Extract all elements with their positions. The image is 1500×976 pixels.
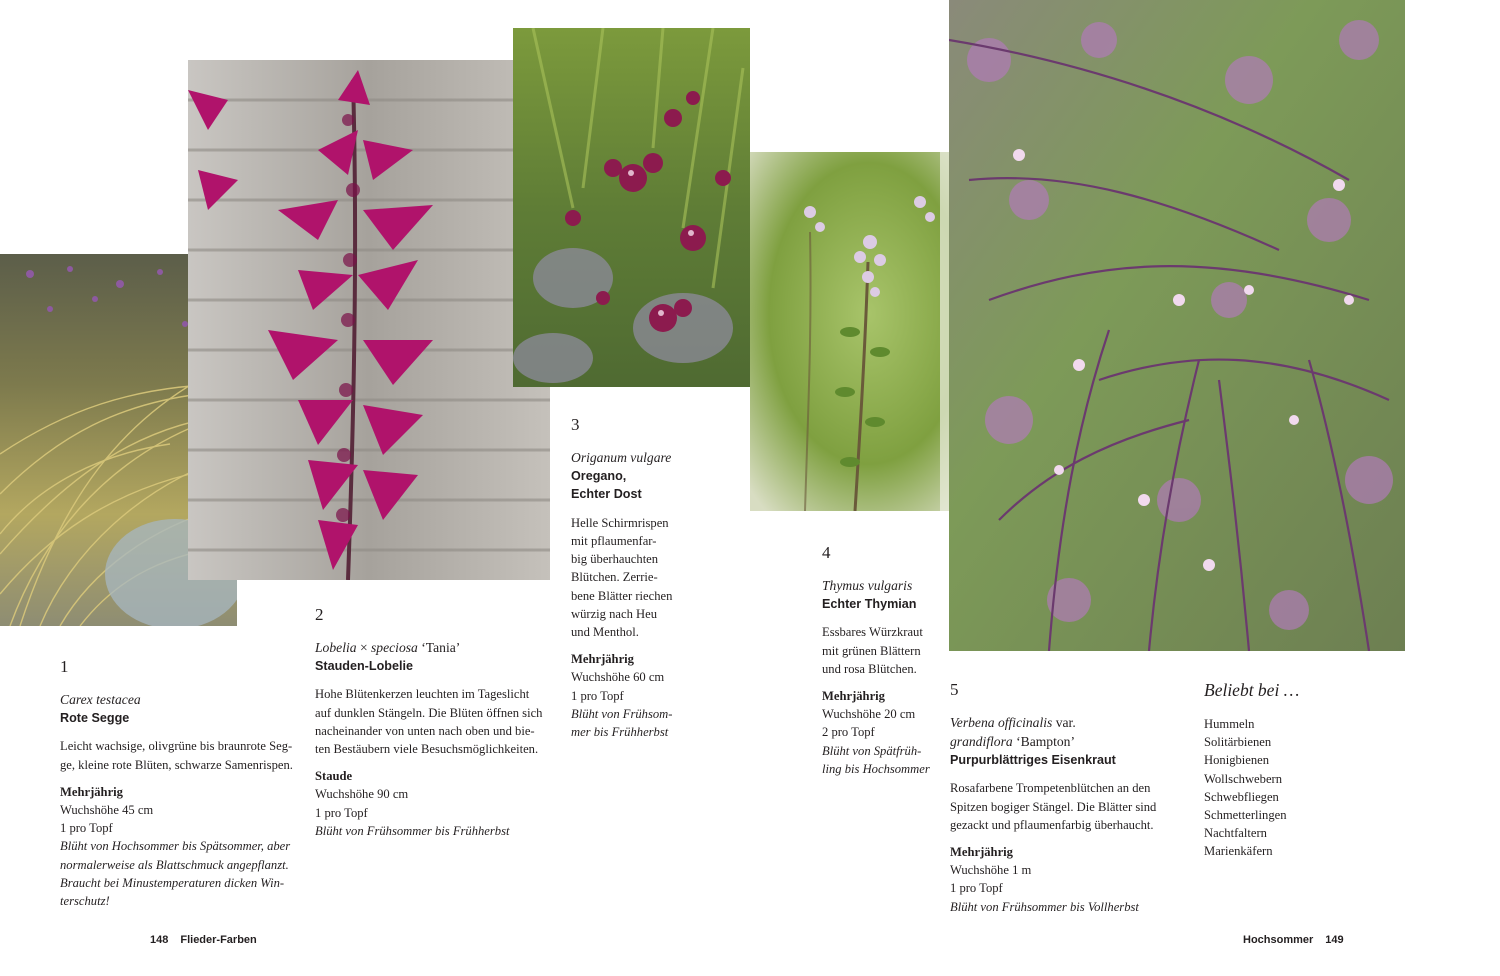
pollinator-item: Marienkäfern (1204, 844, 1273, 859)
common-name: Oregano, Echter Dost (571, 469, 642, 502)
common-name: Rote Segge (60, 711, 130, 725)
lobelia-photo (188, 60, 550, 580)
description: Leicht wachsige, olivgrüne bis braunrote Seg- ge, kleine rote Blüten, schwarze Samenrispen. (60, 739, 293, 772)
common-name: Purpurblättriges Eisenkraut (950, 753, 1116, 767)
entry-oregano (571, 414, 731, 741)
lifespan-label: Mehrjährig (950, 845, 1013, 860)
lifespan-label: Mehrjährig (571, 652, 634, 667)
pollinator-item: Hummeln (1204, 717, 1255, 731)
height-info: Wuchshöhe 20 cm (822, 707, 916, 722)
description: Rosafarbene Trompetenblütchen an den Spitzen bogiger Stängel. Die Blätter sind gezackt und pflaumenfarbig überhaucht. (950, 781, 1157, 832)
lifespan-label: Mehrjährig (822, 689, 885, 704)
pollinator-list (1204, 678, 1384, 861)
entry-verbena (950, 679, 1180, 916)
height-info: Wuchshöhe 1 m (950, 863, 1032, 878)
page-number-left: 148 (150, 934, 169, 946)
pot-info: 1 pro Topf (60, 821, 113, 836)
verbena-photo (949, 0, 1405, 651)
pollinator-item: Nachtfaltern (1204, 826, 1267, 841)
pot-info: 1 pro Topf (950, 881, 1003, 896)
pot-info: 1 pro Topf (571, 688, 624, 703)
pollinator-item: Honigbienen (1204, 753, 1270, 768)
entry-thymian (822, 542, 942, 778)
entry-carex (60, 656, 300, 910)
entry-number: 4 (822, 543, 831, 562)
pollinator-item: Solitärbienen (1204, 735, 1272, 750)
pollinator-item: Schmetterlingen (1204, 808, 1287, 823)
entry-number: 1 (60, 657, 69, 676)
bloom-info: Blüht von Frühsommer bis Frühherbst (315, 823, 510, 838)
footer-right (1243, 934, 1356, 946)
height-info: Wuchshöhe 90 cm (315, 787, 409, 802)
pollinator-list-title: Beliebt bei … (1204, 680, 1300, 700)
footer-left (150, 934, 269, 946)
common-name: Stauden-Lobelie (315, 659, 413, 673)
lifespan-label: Mehrjährig (60, 784, 123, 799)
description: Helle Schirmrispen mit pflaumenfar- big überhauchten Blütchen. Zerrie- bene Blätter riechen würzig nach Heu und Menthol. (571, 515, 673, 640)
page-number-right: 149 (1325, 934, 1344, 946)
latin-name: Origanum vulgare (571, 450, 672, 465)
description: Hohe Blütenkerzen leuchten im Tageslicht auf dunklen Stängeln. Die Blüten öffnen sich nacheinander von unten nach oben und bie- ten Bestäubern viele Besuchsmöglichkeiten. (315, 687, 543, 757)
latin-name: Lobelia × speciosa ‘Tania’ (315, 640, 461, 655)
oregano-photo (513, 28, 750, 387)
lifespan-label: Staude (315, 769, 353, 784)
pot-info: 2 pro Topf (822, 725, 875, 740)
section-title-left: Flieder-Farben (180, 934, 257, 946)
pollinator-item: Wollschwebern (1204, 771, 1283, 786)
section-title-right: Hochsommer (1243, 934, 1314, 946)
latin-name: Thymus vulgaris (822, 578, 913, 593)
latin-name: Verbena officinalis var. grandiflora ‘Bampton’ (950, 715, 1076, 749)
description: Essbares Würzkraut mit grünen Blättern und rosa Blütchen. (822, 625, 923, 676)
pollinator-item: Schwebfliegen (1204, 789, 1279, 804)
entry-lobelia (315, 604, 555, 840)
pot-info: 1 pro Topf (315, 805, 368, 820)
height-info: Wuchshöhe 45 cm (60, 803, 154, 818)
bloom-info: Blüht von Frühsom- mer bis Frühherbst (571, 706, 673, 740)
bloom-info: Blüht von Frühsommer bis Vollherbst (950, 899, 1139, 914)
height-info: Wuchshöhe 60 cm (571, 670, 665, 685)
latin-name: Carex testacea (60, 692, 141, 707)
bloom-info: Blüht von Hochsommer bis Spätsommer, aber normalerweise als Blattschmuck angepflanzt. Braucht bei Minustemperaturen dicken Win- terschutz! (60, 839, 291, 909)
entry-number: 3 (571, 415, 580, 434)
entry-number: 5 (950, 680, 959, 699)
common-name: Echter Thymian (822, 597, 917, 611)
bloom-info: Blüht von Spätfrüh- ling bis Hochsommer (822, 743, 930, 776)
entry-number: 2 (315, 605, 324, 624)
